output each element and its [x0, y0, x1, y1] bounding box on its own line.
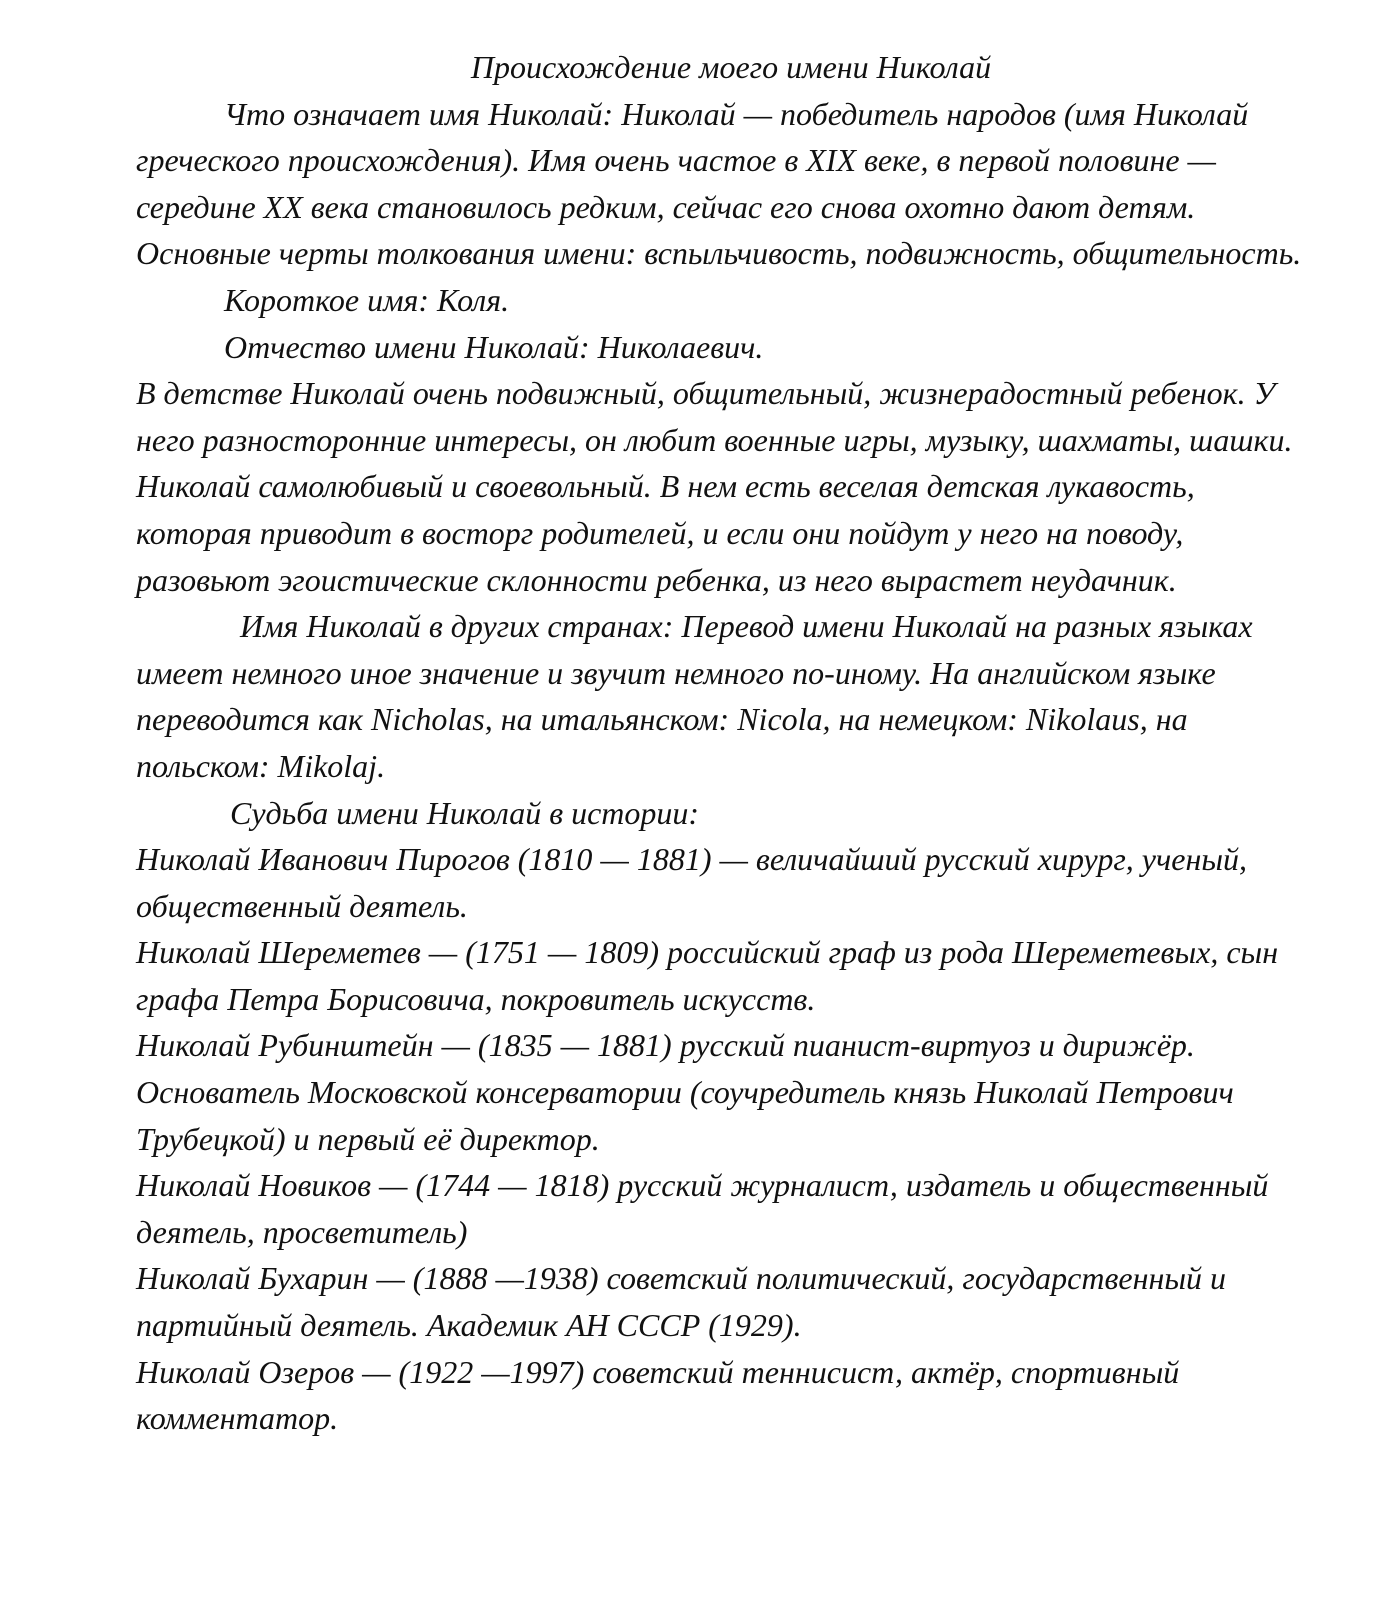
person-entry-sheremetev: Николай Шереметев — (1751 — 1809) российский граф из рода Шереметевых, сын графа Петра Борисовича, покровитель искусств.	[136, 934, 1279, 1017]
paragraph-childhood: В детстве Николай очень подвижный, общительный, жизнерадостный ребенок. У него разносторонние интересы, он любит военные игры, музыку, шахматы, шашки. Николай самолюбивый и своевольный. В нем есть веселая детская лукавость, которая приводит в восторг родителей, и если они пойдут у него на поводу, разовьют эгоистические склонности ребенка, из него вырастет неудачник.	[136, 375, 1293, 598]
person-entry-bukharin: Николай Бухарин — (1888 —1938) советский политический, государственный и партийный деятель. Академик АН СССР (1929).	[136, 1260, 1226, 1344]
document-title: Происхождение моего имени Николай	[470, 49, 992, 85]
paragraph-meaning: Что означает имя Николай: Николай — победитель народов (имя Николай греческого происхождения). Имя очень частое в XIX веке, в первой половине —середине XX века становилось редким, сейчас его снова охотно дают детям. Основные черты толкования имени: вспыльчивость, подвижность, общительность.	[136, 95, 1302, 272]
person-entry-ozerov: Николай Озеров — (1922 —1997) советский теннисист, актёр, спортивный комментатор.	[136, 1353, 1180, 1437]
history-heading: Судьба имени Николай в истории:	[230, 794, 700, 831]
paragraph-short-name: Короткое имя: Коля.	[224, 281, 510, 318]
person-entry-pirogov: Николай Иванович Пирогов (1810 — 1881) — величайший русский хирург, ученый, общественный деятель.	[136, 841, 1248, 924]
person-entry-novikov: Николай Новиков — (1744 — 1818) русский журналист, издатель и общественный деятель, просветитель)	[136, 1167, 1269, 1250]
person-entry-rubinstein: Николай Рубинштейн — (1835 — 1881) русский пианист-виртуоз и дирижёр. Основатель Московской консерватории (соучредитель князь Николай Петрович Трубецкой) и первый её директор.	[136, 1027, 1234, 1157]
paragraph-other-countries: Имя Николай в других странах: Перевод имени Николай на разных языках имеет немного иное значение и звучит немного по-иному. На английском языке переводится как Nicholas, на итальянском: Nicola, на немецком: Nikolaus, на польском: Mikolaj.	[136, 608, 1253, 784]
document-page	[136, 44, 1316, 1442]
paragraph-patronymic: Отчество имени Николай: Николаевич.	[224, 328, 764, 365]
